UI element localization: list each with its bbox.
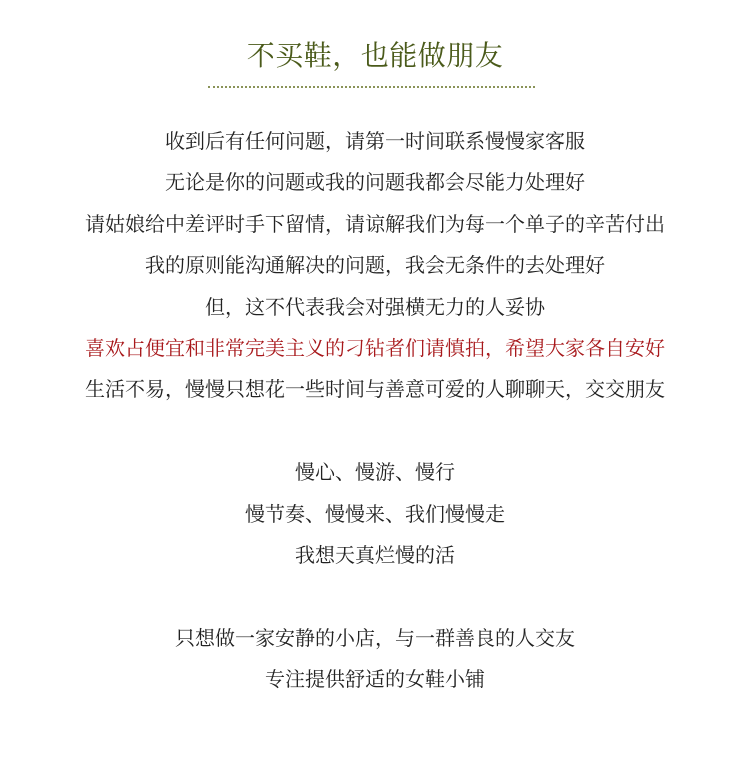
page-title: 不买鞋，也能做朋友 <box>246 39 504 72</box>
blank-line <box>0 579 750 620</box>
message-line: 专注提供舒适的女鞋小铺 <box>265 667 485 692</box>
message-line-highlight: 喜欢占便宜和非常完美主义的刁钻者们请慎拍，希望大家各自安好 <box>85 335 665 360</box>
message-line: 我的原则能沟通解决的问题，我会无条件的去处理好 <box>145 253 605 278</box>
message-line: 收到后有任何问题，请第一时间联系慢慢家客服 <box>165 129 585 153</box>
message-line: 慢节奏、慢慢来、我们慢慢走 <box>245 501 505 526</box>
message-line: 请姑娘给中差评时手下留情，请谅解我们为每一个单子的辛苦付出 <box>85 211 665 236</box>
message-line: 生活不易，慢慢只想花一些时间与善意可爱的人聊聊天，交交朋友 <box>85 377 665 402</box>
message-line: 慢心、慢游、慢行 <box>295 460 455 485</box>
message-lines <box>0 124 750 703</box>
dotted-divider <box>208 86 535 88</box>
message-line: 我想天真烂慢的活 <box>295 542 455 567</box>
message-line: 但，这不代表我会对强横无力的人妥协 <box>205 294 545 319</box>
message-line: 无论是你的问题或我的问题我都会尽能力处理好 <box>165 170 585 195</box>
message-line: 只想做一家安静的小店，与一群善良的人交友 <box>175 625 575 650</box>
blank-line <box>0 414 750 455</box>
